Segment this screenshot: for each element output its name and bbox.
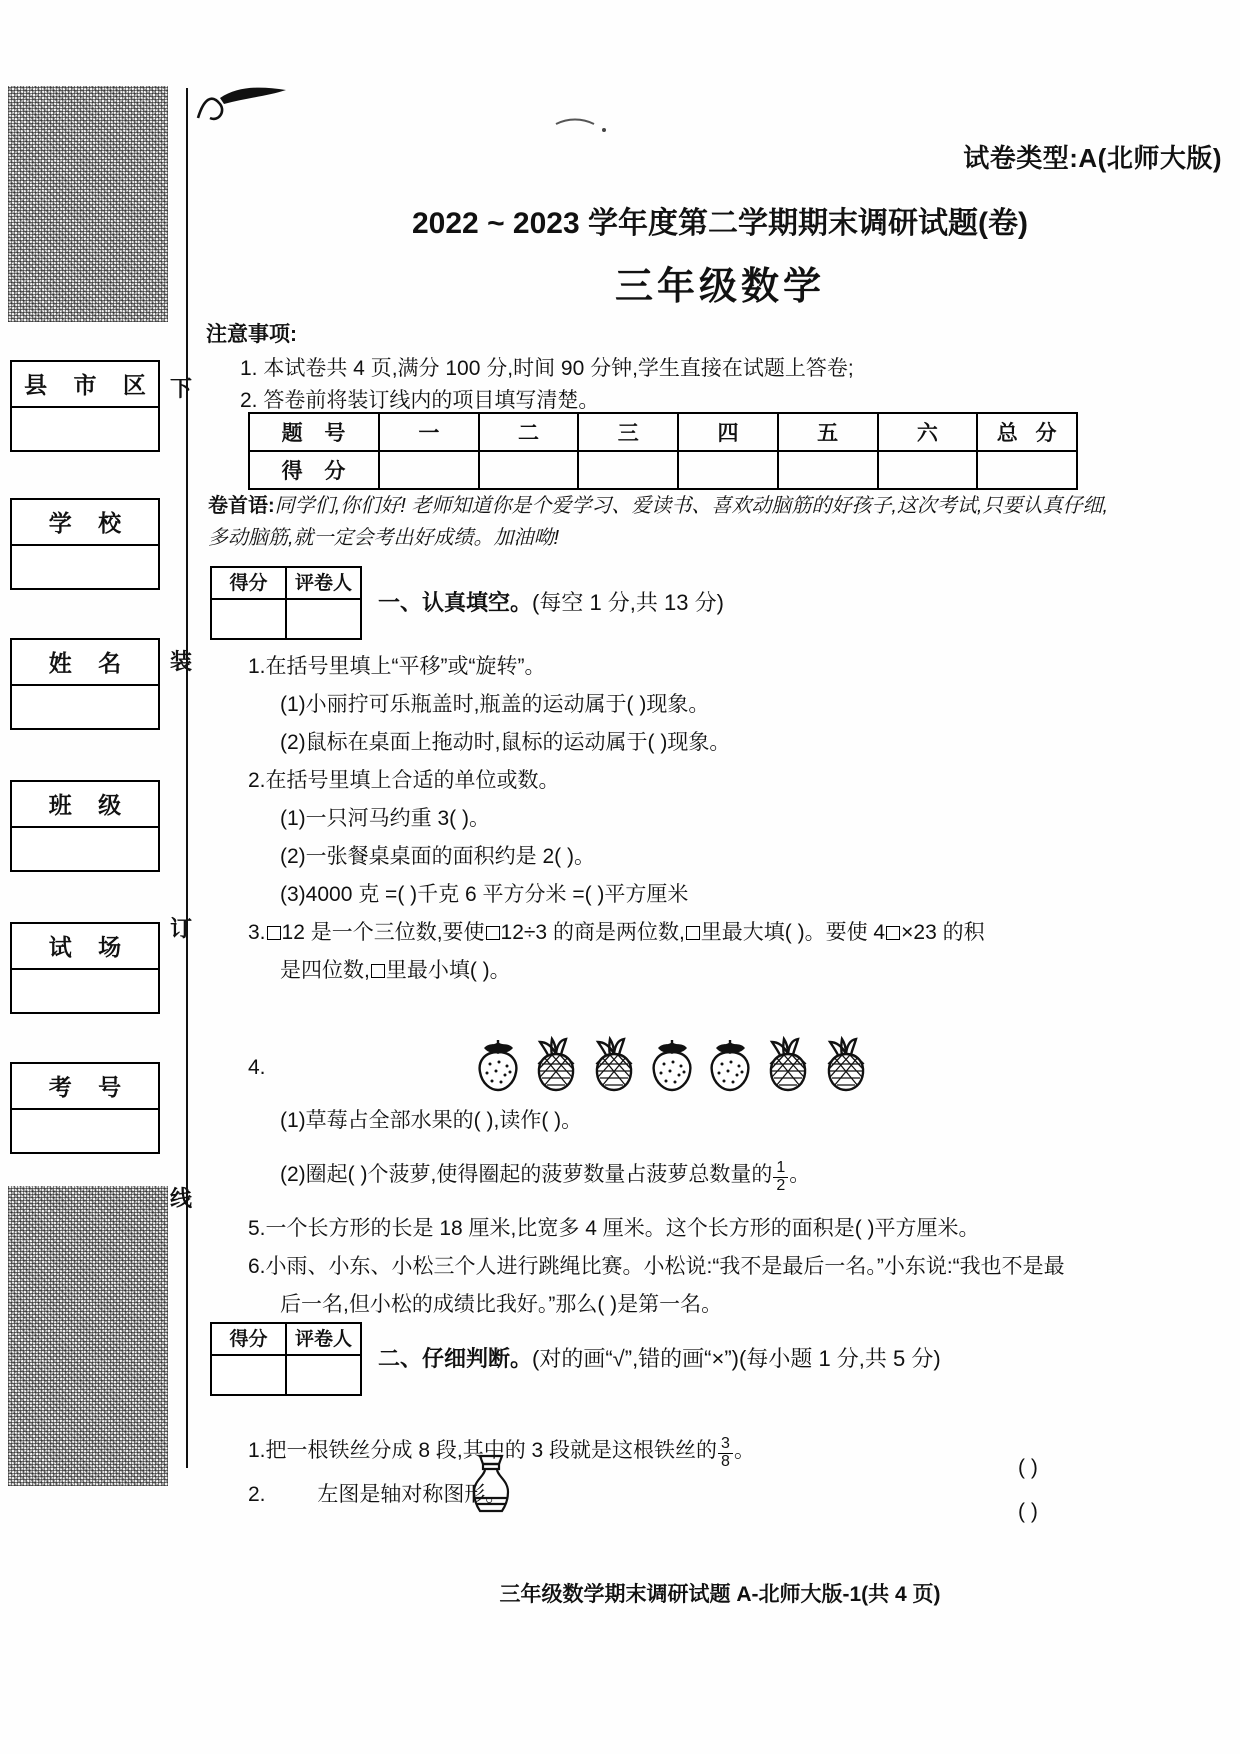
- question-1-3-line-1: [248, 916, 985, 946]
- question-1-4-sub-2: [280, 1158, 810, 1195]
- pineapple-icon: [762, 1036, 814, 1092]
- pineapple-icon: [530, 1036, 582, 1092]
- question-1-3-line-2: [280, 954, 511, 984]
- binding-mark-xia: 下: [169, 376, 192, 401]
- score-input-3[interactable]: [578, 451, 678, 489]
- fraction-numerator: 1: [776, 1159, 786, 1177]
- paper-type-label: 试卷类型:A(北师大版): [963, 143, 1222, 173]
- question-1-1-sub-1: (1)小丽拧可乐瓶盖时,瓶盖的运动属于( )现象。: [280, 693, 710, 716]
- field-class[interactable]: [10, 780, 160, 872]
- question-1-3-text-c: 里最大填( )。要使 4: [700, 921, 886, 944]
- score-table-col-5: 五: [778, 413, 878, 451]
- field-name[interactable]: [10, 638, 160, 730]
- score-table-col-1: 一: [379, 413, 479, 451]
- question-1-6-text-1: 小雨、小东、小松三个人进行跳绳比赛。小松说:“我不是最后一名。”小东说:“我也不是最: [265, 1255, 1065, 1278]
- section-1-title-note: (每空 1 分,共 13 分): [532, 590, 724, 615]
- blank-square-icon: [267, 926, 281, 940]
- question-1-4-sub-2-text: (2)圈起( )个菠萝,使得圈起的菠萝数量占菠萝总数量的: [280, 1163, 773, 1186]
- field-input-county-district[interactable]: [12, 408, 158, 450]
- field-exam-number[interactable]: [10, 1062, 160, 1154]
- binding-mark-xian: 线: [169, 1186, 192, 1211]
- subject-title: 三年级数学: [614, 266, 825, 308]
- strawberry-icon: [646, 1036, 698, 1092]
- grader-box-section-2[interactable]: [210, 1322, 362, 1396]
- table-row-score: [249, 451, 1077, 489]
- preface-label: 卷首语:: [208, 495, 275, 517]
- question-1-4-sub-2-tail: 。: [789, 1163, 811, 1186]
- question-1-6-line-1: [248, 1250, 1065, 1280]
- fraction-one-half: [773, 1160, 788, 1195]
- field-county-district[interactable]: [10, 360, 160, 452]
- grader-score-input-1[interactable]: [212, 600, 285, 638]
- preface-text: 同学们,你们好! 老师知道你是个爱学习、爱读书、喜欢动脑筋的好孩子,这次考试,只要认真仔细,多动脑筋,就一定会考出好成绩。加油呦!: [208, 495, 1109, 549]
- preface-paragraph: [208, 490, 1108, 554]
- grader-score-label-2: 得分: [212, 1324, 285, 1356]
- score-table-col-3: 三: [578, 413, 678, 451]
- question-1-1-stem: [248, 650, 546, 680]
- fraction-numerator: 3: [721, 1435, 730, 1453]
- score-input-total[interactable]: [977, 451, 1077, 489]
- pineapple-icon: [820, 1036, 872, 1092]
- question-1-2-sub-1: (1)一只河马约重 3( )。: [280, 807, 490, 830]
- field-input-exam-room[interactable]: [12, 970, 158, 1012]
- table-row-question-no: [249, 413, 1077, 451]
- scan-artifact-dash: [552, 112, 612, 138]
- field-input-exam-number[interactable]: [12, 1110, 158, 1152]
- score-table-row-label-score: 得 分: [249, 451, 379, 489]
- field-label-exam-room: 试 场: [12, 924, 158, 970]
- pineapple-icon: [588, 1036, 640, 1092]
- section-1-title-text: 一、认真填空。: [378, 590, 533, 615]
- field-school[interactable]: [10, 498, 160, 590]
- notice-item-2: 2. 答卷前将装订线内的项目填写清楚。: [240, 389, 600, 412]
- section-1-title: [378, 586, 724, 617]
- score-table-col-2: 二: [479, 413, 579, 451]
- binding-column: [0, 0, 200, 1754]
- binding-mark-ding: 订: [169, 916, 192, 941]
- grader-marker-input-1[interactable]: [285, 600, 360, 638]
- question-1-4-sub-1: (1)草莓占全部水果的( ),读作( )。: [280, 1109, 583, 1132]
- question-1-3-text-e: 是四位数,: [280, 959, 370, 982]
- notice-heading: 注意事项:: [206, 323, 297, 346]
- fraction-denominator: 8: [718, 1453, 733, 1471]
- question-1-3-text-f: 里最小填( )。: [385, 959, 511, 982]
- grader-score-label-1: 得分: [212, 568, 285, 600]
- question-2-2-text: 左图是轴对称图形。: [317, 1483, 507, 1506]
- score-input-4[interactable]: [678, 451, 778, 489]
- field-exam-room[interactable]: [10, 922, 160, 1014]
- scan-artifact-scribble: [190, 78, 310, 138]
- score-table-row-label-question: 题 号: [249, 413, 379, 451]
- grader-marker-label-2: 评卷人: [285, 1324, 360, 1356]
- question-2-1-number: 1.: [248, 1439, 266, 1462]
- section-2-title-text: 二、仔细判断。: [378, 1346, 533, 1371]
- binding-vertical-rule: [186, 88, 188, 1468]
- field-input-class[interactable]: [12, 828, 158, 870]
- question-1-5-text: 一个长方形的长是 18 厘米,比宽多 4 厘米。这个长方形的面积是( )平方厘米。: [265, 1217, 980, 1240]
- strawberry-icon: [472, 1036, 524, 1092]
- score-summary-table: [248, 412, 1078, 490]
- question-2-1-text-a: 把一根铁丝分成 8 段,其中的 3 段就是这根铁丝的: [265, 1439, 718, 1462]
- field-input-school[interactable]: [12, 546, 158, 588]
- fraction-denominator: 2: [773, 1177, 788, 1195]
- field-input-name[interactable]: [12, 686, 158, 728]
- question-2-2-answer-blank[interactable]: ( ): [1018, 1500, 1038, 1523]
- question-2-2-number: 2.: [248, 1483, 266, 1506]
- score-table-col-total: 总 分: [977, 413, 1077, 451]
- question-1-5-number: 5.: [248, 1217, 266, 1240]
- score-input-5[interactable]: [778, 451, 878, 489]
- blank-square-icon: [686, 926, 700, 940]
- binding-mark-zhuang: 装: [169, 649, 192, 674]
- question-1-2-stem: [248, 764, 560, 794]
- question-1-3-number: 3.: [248, 921, 266, 944]
- page-title: 2022 ~ 2023 学年度第二学期期末调研试题(卷): [412, 207, 1028, 240]
- blank-square-icon: [486, 926, 500, 940]
- blank-square-icon: [886, 926, 900, 940]
- scan-noise-block-top: [8, 86, 168, 322]
- score-table-col-6: 六: [878, 413, 978, 451]
- notice-item-1: 1. 本试卷共 4 页,满分 100 分,时间 90 分钟,学生直接在试题上答卷;: [240, 357, 854, 380]
- question-1-2-sub-3: (3)4000 克 =( )千克 6 平方分米 =( )平方厘米: [280, 883, 689, 906]
- field-label-class: 班 级: [12, 782, 158, 828]
- question-1-3-text-a: 12 是一个三位数,要使: [281, 921, 485, 944]
- question-2-1-answer-blank[interactable]: ( ): [1018, 1456, 1038, 1479]
- section-2-title-note: (对的画“√”,错的画“×”)(每小题 1 分,共 5 分): [532, 1346, 941, 1371]
- blank-square-icon: [371, 964, 385, 978]
- grader-marker-input-2[interactable]: [285, 1356, 360, 1394]
- question-2-2: [248, 1478, 506, 1508]
- question-1-4-number: 4.: [248, 1056, 266, 1079]
- question-1-5: [248, 1212, 980, 1242]
- main-content: [200, 0, 1240, 1754]
- question-1-1-number: 1.: [248, 655, 266, 678]
- fraction-three-eighths: [718, 1436, 733, 1471]
- question-1-3-text-d: ×23 的积: [901, 921, 985, 944]
- question-1-1-text: 在括号里填上“平移”或“旋转”。: [265, 655, 546, 678]
- strawberry-icon: [704, 1036, 756, 1092]
- grader-score-input-2[interactable]: [212, 1356, 285, 1394]
- question-1-2-text: 在括号里填上合适的单位或数。: [265, 769, 560, 792]
- question-2-1-text-b: 。: [733, 1439, 755, 1462]
- grader-box-section-1[interactable]: [210, 566, 362, 640]
- question-1-6-number: 6.: [248, 1255, 266, 1278]
- page-footer: 三年级数学期末调研试题 A-北师大版-1(共 4 页): [499, 1583, 941, 1606]
- field-label-exam-number: 考 号: [12, 1064, 158, 1110]
- field-label-county-district: 县 市 区: [12, 362, 158, 408]
- field-label-name: 姓 名: [12, 640, 158, 686]
- question-1-3-text-b: 12÷3 的商是两位数,: [500, 921, 685, 944]
- question-1-2-sub-2: (2)一张餐桌桌面的面积约是 2( )。: [280, 845, 595, 868]
- score-input-6[interactable]: [878, 451, 978, 489]
- score-input-1[interactable]: [379, 451, 479, 489]
- score-input-2[interactable]: [479, 451, 579, 489]
- fruit-illustration-row: [472, 1036, 872, 1092]
- question-1-1-sub-2: (2)鼠标在桌面上拖动时,鼠标的运动属于( )现象。: [280, 731, 731, 754]
- score-table-col-4: 四: [678, 413, 778, 451]
- field-label-school: 学 校: [12, 500, 158, 546]
- section-2-title: [378, 1342, 941, 1373]
- question-1-2-number: 2.: [248, 769, 266, 792]
- question-1-6-line-2: 后一名,但小松的成绩比我好。”那么( )是第一名。: [280, 1293, 723, 1316]
- grader-marker-label-1: 评卷人: [285, 568, 360, 600]
- scan-noise-block-bottom: [8, 1186, 168, 1486]
